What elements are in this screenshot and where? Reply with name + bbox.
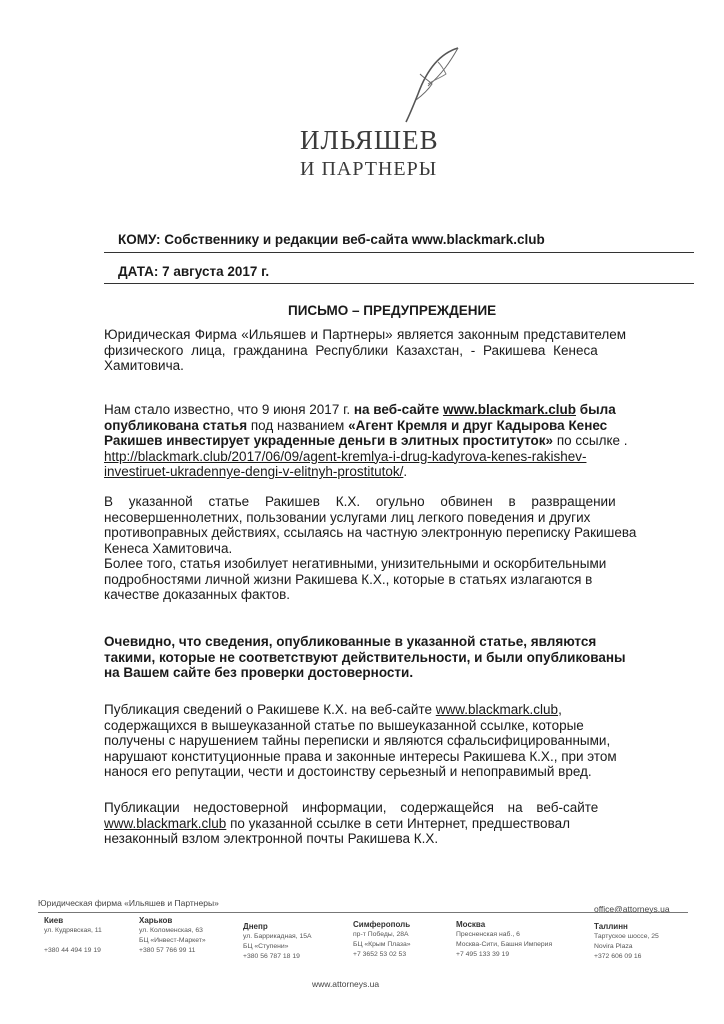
logo-subtitle: И ПАРТНЕРЫ bbox=[300, 158, 438, 180]
footer-divider bbox=[38, 912, 688, 913]
letter-title: ПИСЬМО – ПРЕДУПРЕЖДЕНИЕ bbox=[288, 303, 497, 318]
paragraph-5: Публикация сведений о Ракишеве К.Х. на веб-сайте www.blackmark.club, содержащихся в вышеуказанной статье по вышеуказанной ссылке, которые получены с нарушением тайны переписки и являются сфальсифицированными, нарушают конституционные права и законные интересы Ракишева К.Х., при этом нанося его репутации, чести и достоинству серьезный и непоправимый вред. bbox=[104, 702, 617, 779]
article-url-link-cont[interactable]: investiruet-ukradennye-dengi-v-elitnyh-prostitutok/ bbox=[104, 464, 404, 479]
paragraph-1: Юридическая Фирма «Ильяшев и Партнеры» является законным представителем физического лица, гражданина Республики Казахстан, - Ракишева Кенеса Хамитовича. bbox=[104, 327, 627, 373]
blackmark-link[interactable]: www.blackmark.club bbox=[104, 815, 227, 831]
footer-website[interactable]: www.attorneys.ua bbox=[312, 979, 380, 989]
office-kharkiv: Харьков ул. Коломенская, 63 БЦ «Инвест-Маркет» +380 57 766 99 11 bbox=[139, 916, 206, 954]
paragraph-3: В указанной статье Ракишев К.Х. огульно обвинен в развращении несовершеннолетних, пользовании услугами лиц легкого поведения и других противоправных действиях, ссылаясь на частную электронную переписку Ракишева Кенеса Хамитовича. Более того, статья изобилует негативными, унизительными и оскорбительными подробностями личной жизни Ракишева К.Х., которые в статьях излагаются в качестве доказанных фактов. bbox=[104, 494, 637, 602]
office-tallinn: Таллинн Тартуское шоссе, 25 Novira Plaza +372 606 09 16 bbox=[594, 922, 659, 960]
paragraph-4: Очевидно, что сведения, опубликованные в указанной статье, являются такими, которые не соответствуют действительности, и были опубликованы на Вашем сайте без проверки достоверности. bbox=[104, 634, 626, 680]
logo-name: ИЛЬЯШЕВ bbox=[300, 125, 439, 155]
divider bbox=[104, 252, 694, 253]
article-url-link[interactable]: http://blackmark.club/2017/06/09/agent-kremlya-i-drug-kadyrova-kenes-rakishev- bbox=[104, 448, 587, 464]
footer-firm-name: Юридическая фирма «Ильяшев и Партнеры» bbox=[38, 898, 219, 908]
logo-feather-icon bbox=[398, 44, 468, 124]
divider bbox=[104, 283, 694, 284]
blackmark-link[interactable]: www.blackmark.club bbox=[442, 402, 577, 417]
office-kiev: Киев ул. Кудрявская, 11 +380 44 494 19 19 bbox=[44, 916, 102, 954]
office-moscow: Москва Пресненская наб., 6 Москва-Сити, Башня Империя +7 495 133 39 19 bbox=[456, 920, 553, 958]
office-dnipro: Днепр ул. Баррикадная, 15А БЦ «Ступени» +380 56 787 18 19 bbox=[243, 922, 312, 960]
date-line: ДАТА: 7 августа 2017 г. bbox=[118, 264, 270, 279]
blackmark-link[interactable]: www.blackmark.club bbox=[435, 702, 559, 717]
office-simferopol: Симферополь пр-т Победы, 28А БЦ «Крым Плаза» +7 3652 53 02 53 bbox=[353, 920, 411, 958]
paragraph-2: Нам стало известно, что 9 июня 2017 г. на веб-сайте www.blackmark.club была опубликована статья под названием «Агент Кремля и друг Кадырова Кенес Ракишев инвестирует украденные деньги в элитных проституток» по ссылке . http://blackmark.club/2017/06/09/agent-kremlya-i-drug-kadyrova-kenes-rakishev- investiruet-ukradennye-dengi-v-elitnyh-prostitutok/. bbox=[104, 402, 688, 480]
paragraph-6: Публикации недостоверной информации, содержащейся на веб-сайте www.blackmark.club по указанной ссылке в сети Интернет, предшествовал незаконный взлом электронной почты Ракишева К.Х. bbox=[104, 800, 599, 846]
recipient-line: КОМУ: Собственнику и редакции веб-сайта www.blackmark.club bbox=[118, 232, 545, 247]
footer-email[interactable]: office@attorneys.ua bbox=[594, 904, 670, 914]
